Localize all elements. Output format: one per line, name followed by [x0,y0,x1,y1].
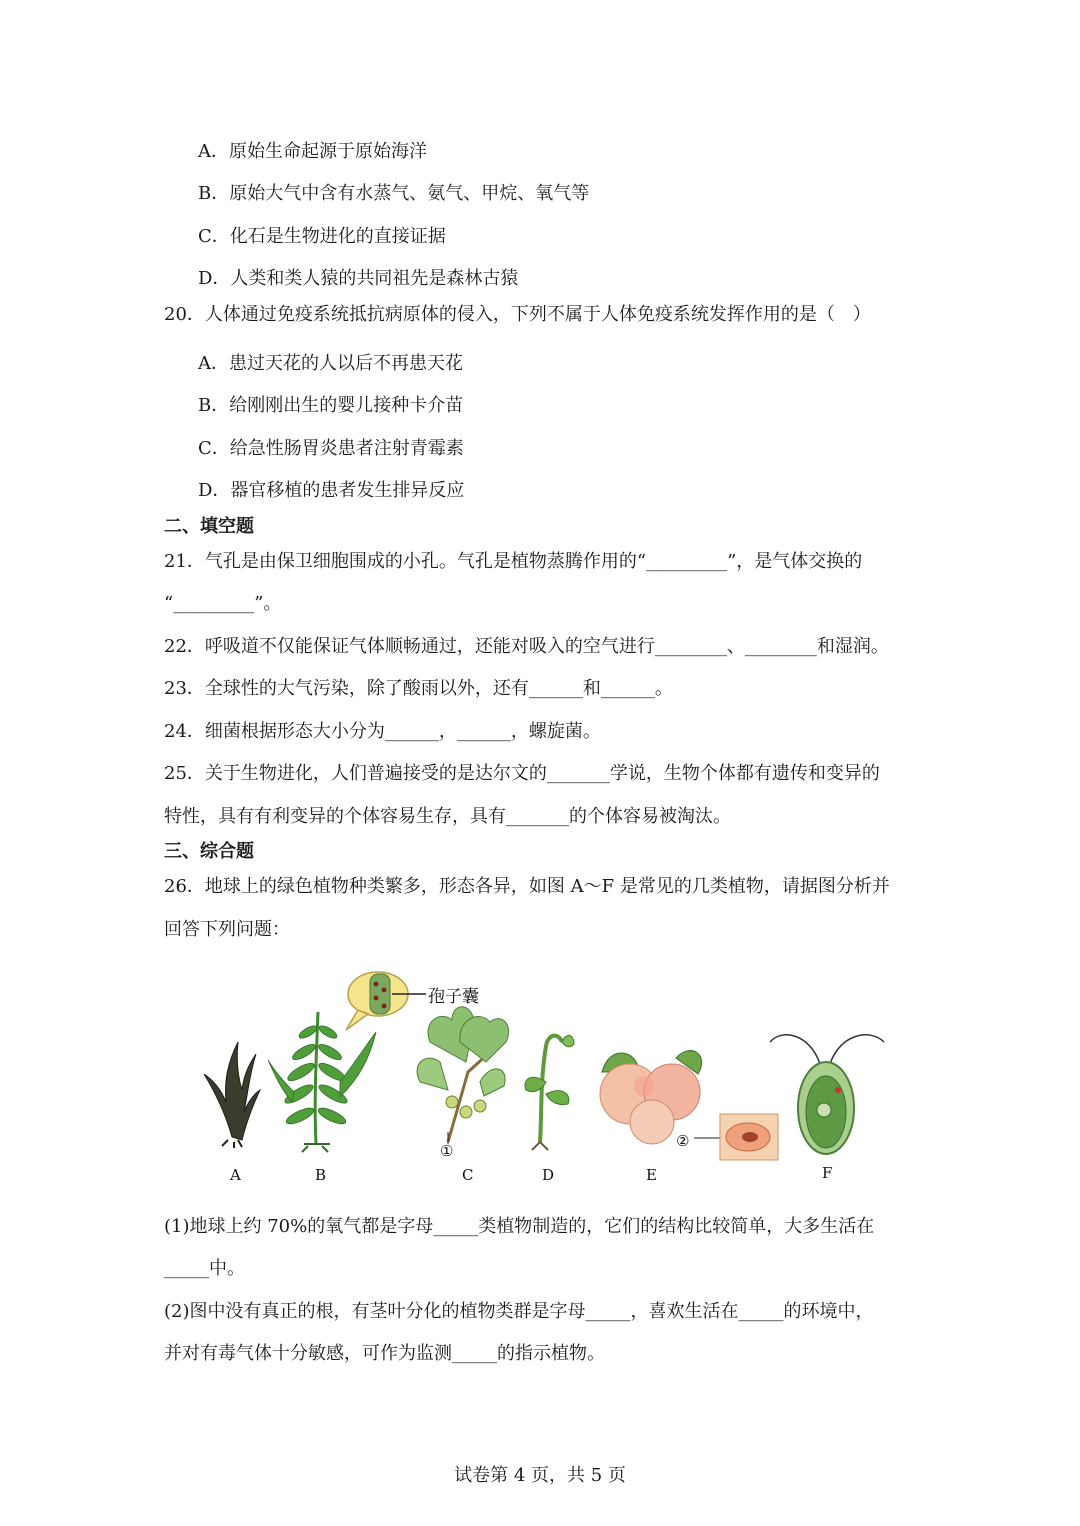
plant-f-unicellular-algae-illustration [770,1035,884,1154]
q26-stem-line-1: 26．地球上的绿色植物种类繁多，形态各异，如图 A～F 是常见的几类植物，请据图分析并 [164,876,890,897]
figure-label-d: D [542,1166,555,1184]
q19-option-a: A．原始生命起源于原始海洋 [198,141,427,162]
plant-a-algae-illustration [204,1042,260,1148]
q19-option-c: C．化石是生物进化的直接证据 [198,226,446,247]
q25-line-2: 特性，具有有利变异的个体容易生存，具有_______的个体容易被淘汰。 [164,806,731,827]
q20-option-b: B．给刚刚出生的婴儿接种卡介苗 [198,395,464,416]
sporangium-callout [346,972,426,1030]
q21-line-1: 21．气孔是由保卫细胞围成的小孔。气孔是植物蒸腾作用的“_________”，是气体交换的 [164,551,863,572]
figure-label-f: F [822,1164,833,1182]
q20-option-d: D．器官移植的患者发生排异反应 [198,480,465,501]
q26-sub1-line-2: _____中。 [164,1258,245,1279]
section-heading-comprehensive: 三、综合题 [164,841,254,862]
figure-label-e: E [646,1166,657,1184]
figure-label-c: C [462,1166,474,1184]
q24: 24．细菌根据形态大小分为______，______，螺旋菌。 [164,721,601,742]
marker-2: ② [676,1132,690,1150]
callout-label-sporangium: 孢子囊 [428,987,479,1007]
q26-sub1-line-1: (1)地球上约 70%的氧气都是字母_____类植物制造的，它们的结构比较简单，大多生活在 [164,1216,875,1237]
q20-stem: 20．人体通过免疫系统抵抗病原体的侵入，下列不属于人体免疫系统发挥作用的是（ ） [164,304,871,325]
q26-sub2-line-1: (2)图中没有真正的根，有茎叶分化的植物类群是字母_____，喜欢生活在_____的环境中， [164,1301,874,1322]
q19-option-b: B．原始大气中含有水蒸气、氨气、甲烷、氧气等 [198,183,590,204]
q26-sub2-line-2: 并对有毒气体十分敏感，可作为监测_____的指示植物。 [164,1343,605,1364]
figure-label-a: A [230,1166,241,1184]
q21-line-2: “_________”。 [164,593,282,614]
figure-label-b: B [315,1166,327,1184]
q19-option-d: D．人类和类人猿的共同祖先是森林古猿 [198,268,519,289]
marker-1: ① [440,1142,454,1160]
plants-figure [190,962,910,1192]
page-footer: 试卷第 4 页，共 5 页 [454,1465,626,1486]
section-heading-fill-in: 二、填空题 [164,516,254,537]
plant-d-seedling-illustration [525,1035,574,1150]
q23: 23．全球性的大气污染，除了酸雨以外，还有______和______。 [164,678,673,699]
plant-c-gymnosperm-illustration [417,1007,509,1144]
q22: 22．呼吸道不仅能保证气体顺畅通过，还能对吸入的空气进行________、________和湿润。 [164,636,889,657]
plant-b-fern-illustration [268,1012,376,1152]
q20-option-a: A．患过天花的人以后不再患天花 [198,353,463,374]
q26-stem-line-2: 回答下列问题： [164,919,290,940]
q20-option-c: C．给急性肠胃炎患者注射青霉素 [198,438,464,459]
q25-line-1: 25．关于生物进化，人们普遍接受的是达尔文的_______学说，生物个体都有遗传和变异的 [164,763,880,784]
